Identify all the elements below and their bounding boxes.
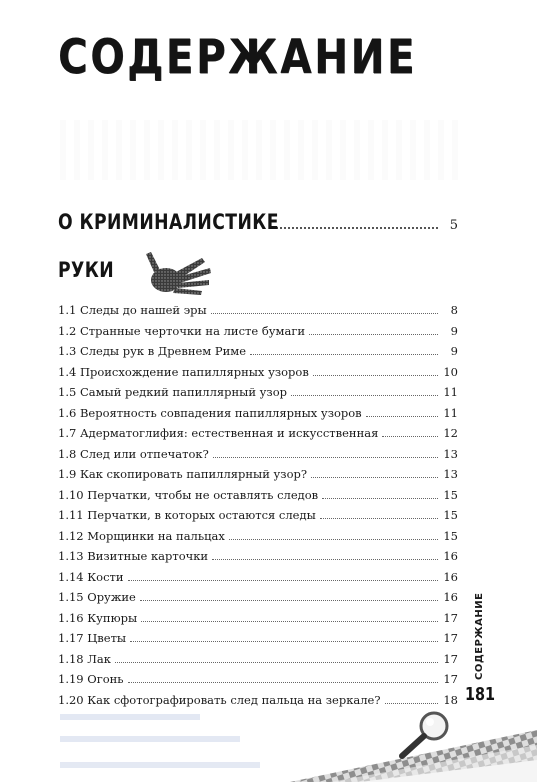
toc-entry-title: 1.3 Следы рук в Древнем Риме [58,344,247,358]
page-title: СОДЕРЖАНИЕ [58,30,418,85]
toc-entry-page: 10 [443,364,458,379]
toc-entry-page: 17 [443,631,458,645]
faint-background-texture [60,120,460,180]
toc-entry-leader [128,682,438,683]
toc-entry-title: 1.10 Перчатки, чтобы не оставлять следов [58,487,319,502]
toc-entry-title: 1.15 Оружие [58,590,136,604]
toc-entry-title: 1.20 Как сфотографировать след пальца на зеркале? [58,692,381,707]
toc-entry-leader [320,518,438,519]
toc-entry-leader [140,600,438,601]
toc-entry-title: 1.16 Купюры [58,610,138,625]
toc-entry [58,669,458,690]
toc-entry [58,546,458,567]
toc-entry-page: 17 [443,651,458,666]
toc-entry-leader [211,313,438,314]
toc-entry [58,464,458,485]
toc-entry [58,362,458,383]
toc-entry-page: 11 [443,405,458,420]
toc-entry-page: 16 [443,590,458,604]
toc-entry-title: 1.18 Лак [58,651,111,666]
section-about-forensics [58,210,458,234]
toc-entry-leader [311,477,438,478]
section-about-page: 5 [449,218,458,233]
toc-entry-page: 17 [443,610,458,625]
toc-entry [58,485,458,506]
page-number: 181 [465,684,496,705]
toc-entry [58,444,458,465]
toc-entry-leader [128,580,438,581]
toc-entry [58,423,458,444]
toc-entry-title: 1.6 Вероятность совпадения папиллярных узоров [58,405,362,420]
toc-entry-title: 1.17 Цветы [58,631,127,645]
handprint-icon [140,250,216,296]
toc-entry-leader [212,559,438,560]
toc-entry [58,321,458,342]
toc-entry-leader [213,457,438,458]
toc-entry [58,403,458,424]
toc-entry [58,526,458,547]
toc-entry-title: 1.4 Происхождение папиллярных узоров [58,364,309,379]
toc-entry-title: 1.1 Следы до нашей эры [58,303,207,317]
toc-entry-leader [366,416,438,417]
toc-entry-page: 9 [450,323,458,338]
toc-entry [58,382,458,403]
toc-entry-page: 13 [443,467,458,481]
toc-entry-title: 1.8 След или отпечаток? [58,446,209,461]
toc-entry-title: 1.9 Как скопировать папиллярный узор? [58,467,308,481]
toc-entry-leader [250,354,438,355]
section-hands [58,258,458,282]
toc-entry-leader [309,334,438,335]
side-running-header: СОДЕРЖАНИЕ [474,592,485,680]
toc-entry-page: 11 [443,385,458,399]
section-about-leader [272,226,438,229]
toc-entry [58,608,458,629]
toc-entry-page: 8 [450,303,458,317]
toc-entry [58,587,458,608]
toc-entry-page: 13 [443,446,458,461]
magnifier-icon [402,713,447,756]
toc-entry-title: 1.5 Самый редкий папиллярный узор [58,385,287,399]
section-hands-title: РУКИ [58,258,115,282]
toc-entry-page: 15 [443,487,458,502]
magnifier-ruler-decoration [0,690,537,782]
toc-entry-leader [115,662,438,663]
toc-entry-title: 1.12 Морщинки на пальцах [58,528,225,543]
toc-entry-page: 12 [443,426,458,440]
toc-entry-title: 1.13 Визитные карточки [58,549,209,563]
section-about-title: О КРИМИНАЛИСТИКЕ [58,210,279,234]
toc-entry-leader [322,498,438,499]
table-of-contents [58,300,458,710]
toc-entry [58,505,458,526]
toc-entry-title: 1.7 Адерматоглифия: естественная и искусственная [58,426,379,440]
toc-entry-page: 15 [443,508,458,522]
toc-entry-leader [141,621,438,622]
toc-entry-page: 16 [443,569,458,584]
toc-entry [58,341,458,362]
toc-entry-page: 16 [443,549,458,563]
toc-entry [58,300,458,321]
toc-entry-leader [313,375,438,376]
toc-entry [58,628,458,649]
toc-entry-page: 9 [450,344,458,358]
toc-entry-leader [382,436,438,437]
toc-entry [58,649,458,670]
toc-entry-leader [130,641,438,642]
toc-entry-leader [291,395,438,396]
toc-entry-title: 1.2 Странные черточки на листе бумаги [58,323,306,338]
toc-entry-page: 18 [443,692,458,707]
toc-entry-title: 1.19 Огонь [58,672,124,686]
toc-entry-title: 1.11 Перчатки, в которых остаются следы [58,508,316,522]
toc-entry-page: 15 [443,528,458,543]
toc-entry-leader [229,539,438,540]
toc-entry-title: 1.14 Кости [58,569,124,584]
toc-entry [58,567,458,588]
toc-entry-page: 17 [443,672,458,686]
